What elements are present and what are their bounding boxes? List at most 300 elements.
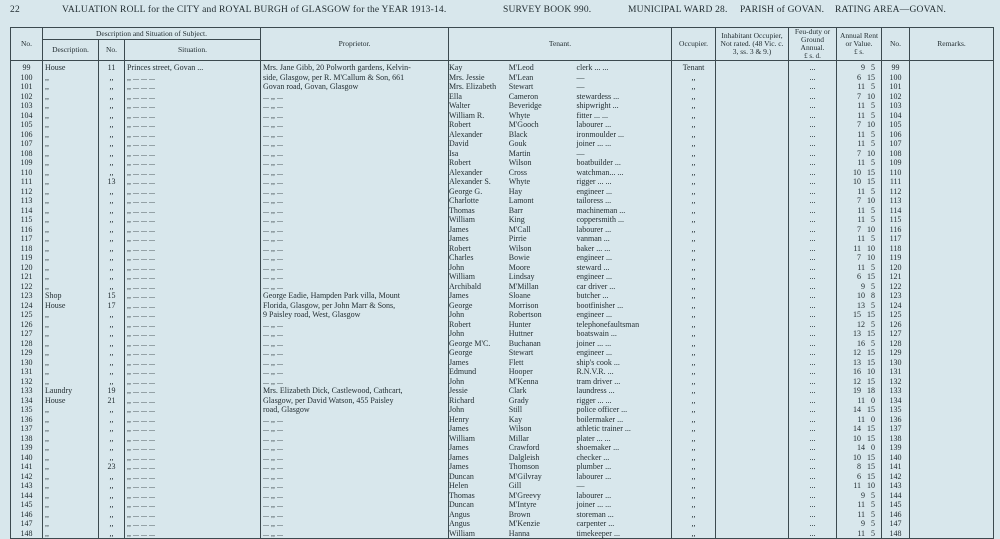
remarks xyxy=(910,225,994,235)
feu-duty: ... xyxy=(789,139,837,149)
tenant-first-name: Thomas xyxy=(449,490,475,500)
annual-rent xyxy=(837,519,882,529)
tenant-occupation: boilermaker ... xyxy=(576,414,624,424)
tenant-surname: M'Millan xyxy=(508,281,539,291)
street-number: ,, xyxy=(99,263,125,273)
rent-pounds: 11 xyxy=(857,205,866,215)
feu-duty: ... xyxy=(789,215,837,225)
occupier: ,, xyxy=(672,206,716,216)
situation: ,, ... ... ... xyxy=(125,434,261,444)
tenant xyxy=(449,310,672,320)
proprietor: ... ,, ... xyxy=(261,101,449,111)
col-no: No. xyxy=(11,28,43,61)
feu-duty: ... xyxy=(789,320,837,330)
tenant-occupation: steward ... xyxy=(576,262,610,272)
entry-no: 136 xyxy=(11,415,43,425)
table-row xyxy=(11,253,994,263)
annual-rent xyxy=(837,415,882,425)
table-row xyxy=(11,396,994,406)
remarks xyxy=(910,396,994,406)
rent-shillings: 5 xyxy=(871,139,876,148)
description: ,, xyxy=(43,187,99,197)
occupier: ,, xyxy=(672,377,716,387)
entry-no-right: 139 xyxy=(882,443,910,453)
remarks xyxy=(910,491,994,501)
rent-pounds: 11 xyxy=(857,414,866,424)
street-number: ,, xyxy=(99,481,125,491)
situation: Princes street, Govan ... xyxy=(125,61,261,73)
occupier: ,, xyxy=(672,168,716,178)
annual-rent xyxy=(837,82,882,92)
inhabitant-occupier xyxy=(716,424,789,434)
table-row xyxy=(11,424,994,434)
remarks xyxy=(910,424,994,434)
col-sub-no: No. xyxy=(99,40,125,61)
remarks xyxy=(910,111,994,121)
annual-rent xyxy=(837,424,882,434)
street-number: ,, xyxy=(99,329,125,339)
remarks xyxy=(910,130,994,140)
street-number: ,, xyxy=(99,491,125,501)
entry-no-right: 99 xyxy=(882,61,910,73)
rent-pounds: 6 xyxy=(857,272,862,281)
inhabitant-occupier xyxy=(716,120,789,130)
inhabitant-occupier xyxy=(716,405,789,415)
remarks xyxy=(910,92,994,102)
feu-duty: ... xyxy=(789,377,837,387)
description: ,, xyxy=(43,405,99,415)
table-row xyxy=(11,358,994,368)
tenant-surname: King xyxy=(508,215,525,224)
situation: ,, ... ... ... xyxy=(125,339,261,349)
tenant-first-name: George xyxy=(449,300,473,310)
proprietor: ... ,, ... xyxy=(261,443,449,453)
street-number: ,, xyxy=(99,253,125,263)
tenant-occupation: — xyxy=(576,72,585,82)
annual-rent xyxy=(837,310,882,320)
annual-rent xyxy=(837,301,882,311)
valuation-table xyxy=(10,27,994,539)
table-row xyxy=(11,101,994,111)
description: ,, xyxy=(43,472,99,482)
occupier: ,, xyxy=(672,519,716,529)
occupier: ,, xyxy=(672,92,716,102)
remarks xyxy=(910,120,994,130)
description: ,, xyxy=(43,358,99,368)
occupier: ,, xyxy=(672,320,716,330)
inhabitant-occupier xyxy=(716,253,789,263)
proprietor: ... ,, ... xyxy=(261,215,449,225)
tenant-first-name: Robert xyxy=(449,243,471,253)
entry-no-right: 104 xyxy=(882,111,910,121)
feu-duty: ... xyxy=(789,415,837,425)
tenant-first-name: James xyxy=(449,291,469,300)
entry-no: 147 xyxy=(11,519,43,529)
table-row xyxy=(11,339,994,349)
feu-duty: ... xyxy=(789,339,837,349)
situation: ,, ... ... ... xyxy=(125,367,261,377)
entry-no-right: 122 xyxy=(882,282,910,292)
tenant-surname: Stewart xyxy=(508,82,534,91)
inhabitant-occupier xyxy=(716,272,789,282)
entry-no: 140 xyxy=(11,453,43,463)
table-row xyxy=(11,282,994,292)
description: ,, xyxy=(43,158,99,168)
entry-no: 112 xyxy=(11,187,43,197)
rent-shillings: 5 xyxy=(871,319,876,329)
street-number: ,, xyxy=(99,225,125,235)
proprietor: Florida, Glasgow, per John Marr & Sons, xyxy=(261,301,449,311)
remarks xyxy=(910,377,994,387)
entry-no: 115 xyxy=(11,215,43,225)
description: ,, xyxy=(43,177,99,187)
rent-shillings: 15 xyxy=(867,357,876,367)
tenant xyxy=(449,101,672,111)
description: House xyxy=(43,396,99,406)
rent-pounds: 12 xyxy=(853,348,862,357)
remarks xyxy=(910,101,994,111)
rent-pounds: 11 xyxy=(857,158,866,167)
tenant-surname: Hunter xyxy=(508,319,531,329)
table-row xyxy=(11,206,994,216)
tenant xyxy=(449,491,672,501)
tenant-first-name: Richard xyxy=(449,395,475,405)
table-row xyxy=(11,149,994,159)
tenant-surname: Wilson xyxy=(508,424,532,433)
col-feu-duty: Feu-duty or Ground Annual. £ s. d. xyxy=(789,28,837,61)
feu-duty: ... xyxy=(789,329,837,339)
entry-no-right: 127 xyxy=(882,329,910,339)
rent-pounds: 11 xyxy=(857,101,866,110)
entry-no-right: 101 xyxy=(882,82,910,92)
entry-no: 103 xyxy=(11,101,43,111)
description: ,, xyxy=(43,196,99,206)
proprietor: ... ,, ... xyxy=(261,367,449,377)
table-row xyxy=(11,187,994,197)
rent-pounds: 11 xyxy=(857,262,866,272)
occupier: ,, xyxy=(672,234,716,244)
entry-no-right: 125 xyxy=(882,310,910,320)
situation: ,, ... ... ... xyxy=(125,92,261,102)
table-row xyxy=(11,320,994,330)
tenant-first-name: Alexander S. xyxy=(449,177,491,186)
tenant-first-name: Isa xyxy=(449,148,459,158)
inhabitant-occupier xyxy=(716,139,789,149)
annual-rent xyxy=(837,177,882,187)
feu-duty: ... xyxy=(789,187,837,197)
annual-rent xyxy=(837,92,882,102)
proprietor: ... ,, ... xyxy=(261,168,449,178)
tenant xyxy=(449,358,672,368)
rent-shillings: 5 xyxy=(871,234,876,243)
rent-shillings: 15 xyxy=(867,272,876,281)
rent-pounds: 16 xyxy=(853,367,862,376)
description: ,, xyxy=(43,453,99,463)
remarks xyxy=(910,196,994,206)
tenant-first-name: William xyxy=(449,528,475,538)
tenant-occupation: fitter ... ... xyxy=(576,110,608,120)
tenant-surname: M'Gooch xyxy=(508,120,539,129)
occupier: ,, xyxy=(672,462,716,472)
remarks xyxy=(910,177,994,187)
inhabitant-occupier xyxy=(716,348,789,358)
annual-rent xyxy=(837,158,882,168)
feu-duty: ... xyxy=(789,196,837,206)
description: ,, xyxy=(43,367,99,377)
street-number: 11 xyxy=(99,61,125,73)
feu-duty: ... xyxy=(789,510,837,520)
occupier: ,, xyxy=(672,187,716,197)
entry-no-right: 124 xyxy=(882,301,910,311)
proprietor: ... ,, ... xyxy=(261,187,449,197)
tenant xyxy=(449,443,672,453)
entry-no-right: 130 xyxy=(882,358,910,368)
description: ,, xyxy=(43,120,99,130)
tenant-occupation: car driver ... xyxy=(576,281,616,291)
occupier: ,, xyxy=(672,510,716,520)
tenant-surname: Clark xyxy=(508,386,527,395)
feu-duty: ... xyxy=(789,234,837,244)
annual-rent xyxy=(837,529,882,539)
street-number: ,, xyxy=(99,272,125,282)
inhabitant-occupier xyxy=(716,329,789,339)
tenant-first-name: Angus xyxy=(449,509,470,519)
remarks xyxy=(910,244,994,254)
situation: ,, ... ... ... xyxy=(125,301,261,311)
rent-pounds: 6 xyxy=(857,471,862,481)
remarks xyxy=(910,206,994,216)
tenant-surname: M'Kenna xyxy=(508,376,539,386)
inhabitant-occupier xyxy=(716,101,789,111)
tenant-first-name: James xyxy=(449,424,469,433)
entry-no: 113 xyxy=(11,196,43,206)
tenant xyxy=(449,529,672,539)
annual-rent xyxy=(837,111,882,121)
situation: ,, ... ... ... xyxy=(125,215,261,225)
proprietor: George Eadie, Hampden Park villa, Mount xyxy=(261,291,449,301)
occupier: ,, xyxy=(672,120,716,130)
feu-duty: ... xyxy=(789,168,837,178)
rent-shillings: 5 xyxy=(871,300,876,310)
inhabitant-occupier xyxy=(716,234,789,244)
tenant-surname: M'Kenzie xyxy=(508,519,540,528)
entry-no: 142 xyxy=(11,472,43,482)
inhabitant-occupier xyxy=(716,149,789,159)
situation: ,, ... ... ... xyxy=(125,291,261,301)
description: ,, xyxy=(43,82,99,92)
street-number: ,, xyxy=(99,120,125,130)
entry-no-right: 119 xyxy=(882,253,910,263)
tenant xyxy=(449,263,672,273)
tenant-first-name: William R. xyxy=(449,110,485,120)
rent-shillings: 5 xyxy=(871,158,876,167)
annual-rent xyxy=(837,396,882,406)
roll-title: VALUATION ROLL for the CITY and ROYAL BURGH of GLASGOW for the YEAR 1913-14. xyxy=(62,5,447,15)
tenant-surname: Hay xyxy=(508,186,523,196)
rent-shillings: 5 xyxy=(871,129,876,139)
tenant-surname: Pirrie xyxy=(508,234,527,243)
feu-duty: ... xyxy=(789,529,837,539)
rent-shillings: 5 xyxy=(871,509,876,519)
street-number: ,, xyxy=(99,405,125,415)
tenant-first-name: Robert xyxy=(449,120,471,129)
remarks xyxy=(910,61,994,73)
tenant-occupation: rigger ... ... xyxy=(576,177,612,186)
tenant xyxy=(449,519,672,529)
rent-pounds: 10 xyxy=(853,433,862,443)
remarks xyxy=(910,462,994,472)
tenant-occupation: engineer ... xyxy=(576,253,612,262)
street-number: 17 xyxy=(99,301,125,311)
tenant-occupation: telephonefaultsman xyxy=(576,319,640,329)
tenant-occupation: joiner ... ... xyxy=(576,139,612,148)
tenant xyxy=(449,377,672,387)
proprietor: ... ,, ... xyxy=(261,120,449,130)
tenant-first-name: John xyxy=(449,376,465,386)
entry-no: 119 xyxy=(11,253,43,263)
entry-no: 138 xyxy=(11,434,43,444)
rent-pounds: 11 xyxy=(857,500,866,509)
tenant-occupation: boatbuilder ... xyxy=(576,158,621,167)
rent-pounds: 9 xyxy=(861,63,866,72)
tenant-first-name: George M'C. xyxy=(449,338,491,348)
occupier: ,, xyxy=(672,434,716,444)
feu-duty: ... xyxy=(789,386,837,396)
tenant-first-name: Charles xyxy=(449,253,474,262)
rating-area: RATING AREA—GOVAN. xyxy=(835,5,947,15)
entry-no-right: 109 xyxy=(882,158,910,168)
tenant xyxy=(449,348,672,358)
rent-shillings: 15 xyxy=(867,462,876,471)
proprietor: Mrs. Elizabeth Dick, Castlewood, Cathcart, xyxy=(261,386,449,396)
rent-pounds: 14 xyxy=(853,405,862,414)
street-number: 23 xyxy=(99,462,125,472)
situation: ,, ... ... ... xyxy=(125,130,261,140)
tenant xyxy=(449,396,672,406)
description: ,, xyxy=(43,92,99,102)
situation: ,, ... ... ... xyxy=(125,196,261,206)
tenant-surname: Martin xyxy=(508,148,531,158)
inhabitant-occupier xyxy=(716,462,789,472)
tenant xyxy=(449,158,672,168)
entry-no-right: 134 xyxy=(882,396,910,406)
tenant-occupation: labourer ... xyxy=(576,224,612,234)
entry-no: 137 xyxy=(11,424,43,434)
rent-pounds: 11 xyxy=(857,129,866,139)
situation: ,, ... ... ... xyxy=(125,415,261,425)
tenant-first-name: Angus xyxy=(449,519,470,528)
feu-duty: ... xyxy=(789,291,837,301)
street-number: ,, xyxy=(99,358,125,368)
tenant xyxy=(449,320,672,330)
tenant xyxy=(449,291,672,301)
entry-no-right: 107 xyxy=(882,139,910,149)
tenant-occupation: ship's cook ... xyxy=(576,357,620,367)
entry-no-right: 133 xyxy=(882,386,910,396)
rent-shillings: 0 xyxy=(871,395,876,405)
remarks xyxy=(910,310,994,320)
table-row xyxy=(11,386,994,396)
proprietor: ... ,, ... xyxy=(261,263,449,273)
remarks xyxy=(910,405,994,415)
street-number: 13 xyxy=(99,177,125,187)
tenant xyxy=(449,196,672,206)
col-annual-rent: Annual Rent or Value. £ s. xyxy=(837,28,882,61)
rent-pounds: 14 xyxy=(853,424,862,433)
remarks xyxy=(910,367,994,377)
tenant-occupation: joiner ... ... xyxy=(576,500,612,509)
proprietor: ... ,, ... xyxy=(261,481,449,491)
description: ,, xyxy=(43,377,99,387)
rent-shillings: 5 xyxy=(871,186,876,196)
description: ,, xyxy=(43,130,99,140)
entry-no: 116 xyxy=(11,225,43,235)
remarks xyxy=(910,358,994,368)
feu-duty: ... xyxy=(789,61,837,73)
tenant-first-name: Mrs. Elizabeth xyxy=(449,82,497,91)
entry-no: 132 xyxy=(11,377,43,387)
rent-pounds: 16 xyxy=(857,338,866,348)
entry-no-right: 118 xyxy=(882,244,910,254)
tenant-occupation: machineman ... xyxy=(576,205,626,215)
remarks xyxy=(910,82,994,92)
proprietor: ... ,, ... xyxy=(261,111,449,121)
rent-pounds: 7 xyxy=(857,120,862,129)
tenant xyxy=(449,120,672,130)
situation: ,, ... ... ... xyxy=(125,519,261,529)
situation: ,, ... ... ... xyxy=(125,149,261,159)
inhabitant-occupier xyxy=(716,510,789,520)
tenant xyxy=(449,462,672,472)
street-number: ,, xyxy=(99,472,125,482)
situation: ,, ... ... ... xyxy=(125,158,261,168)
tenant-first-name: Duncan xyxy=(449,471,474,481)
proprietor: ... ,, ... xyxy=(261,415,449,425)
tenant-occupation: labourer ... xyxy=(576,471,612,481)
occupier: ,, xyxy=(672,244,716,254)
tenant-occupation: timekeeper ... xyxy=(576,528,620,538)
table-row xyxy=(11,73,994,83)
entry-no: 100 xyxy=(11,73,43,83)
entry-no: 127 xyxy=(11,329,43,339)
tenant-occupation: engineer ... xyxy=(576,348,612,357)
description: Laundry xyxy=(43,386,99,396)
table-row xyxy=(11,415,994,425)
rent-shillings: 5 xyxy=(871,63,876,72)
table-row xyxy=(11,215,994,225)
description: ,, xyxy=(43,244,99,254)
description: ,, xyxy=(43,225,99,235)
street-number: ,, xyxy=(99,510,125,520)
annual-rent xyxy=(837,206,882,216)
rent-pounds: 11 xyxy=(853,481,862,490)
feu-duty: ... xyxy=(789,443,837,453)
situation: ,, ... ... ... xyxy=(125,82,261,92)
proprietor: road, Glasgow xyxy=(261,405,449,415)
proprietor: ... ,, ... xyxy=(261,139,449,149)
entry-no: 123 xyxy=(11,291,43,301)
feu-duty: ... xyxy=(789,92,837,102)
entry-no: 122 xyxy=(11,282,43,292)
description: ,, xyxy=(43,500,99,510)
situation: ,, ... ... ... xyxy=(125,329,261,339)
occupier: ,, xyxy=(672,348,716,358)
street-number: ,, xyxy=(99,443,125,453)
inhabitant-occupier xyxy=(716,519,789,529)
tenant-first-name: Jessie xyxy=(449,386,468,395)
tenant-surname: Crawford xyxy=(508,443,540,452)
tenant xyxy=(449,367,672,377)
